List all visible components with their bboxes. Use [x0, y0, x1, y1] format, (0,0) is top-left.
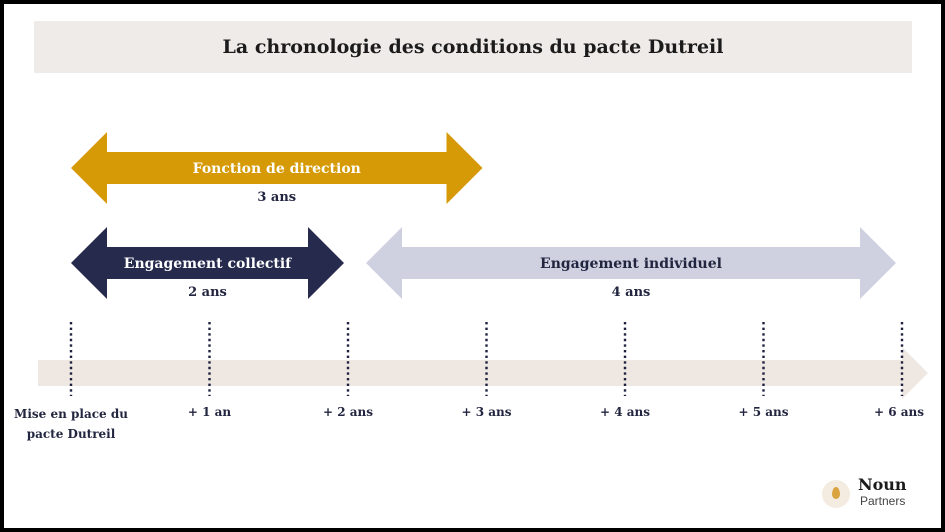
tick-label: + 4 ans [599, 405, 651, 419]
duration-label: 3 ans [257, 190, 297, 205]
arrow-label: Fonction de direction [192, 161, 361, 177]
logo [822, 476, 922, 512]
timeline-bar [38, 347, 928, 399]
slide [4, 4, 941, 528]
timeline-layer [14, 322, 928, 441]
tick-label: + 1 an [187, 405, 232, 419]
duration-label: 4 ans [611, 285, 651, 300]
arrows-layer [71, 132, 896, 300]
arrow-label: Engagement collectif [123, 256, 292, 272]
timeline-diagram [4, 4, 941, 528]
arrow-label: Engagement individuel [540, 256, 722, 272]
logo-sub: Partners [860, 494, 906, 508]
tick-label: + 6 ans [873, 405, 925, 419]
tick-label: + 3 ans [461, 405, 512, 419]
page-title: La chronologie des conditions du pacte Dutreil [222, 36, 724, 58]
duration-label: 2 ans [188, 285, 227, 300]
tick-label: + 5 ans [738, 405, 789, 419]
logo-drop-icon [822, 480, 850, 508]
tick-label: + 2 ans [322, 405, 374, 419]
tick-label: Mise en place du [14, 407, 128, 421]
logo-name: Noun [858, 475, 907, 494]
tick-label: pacte Dutreil [26, 427, 116, 441]
